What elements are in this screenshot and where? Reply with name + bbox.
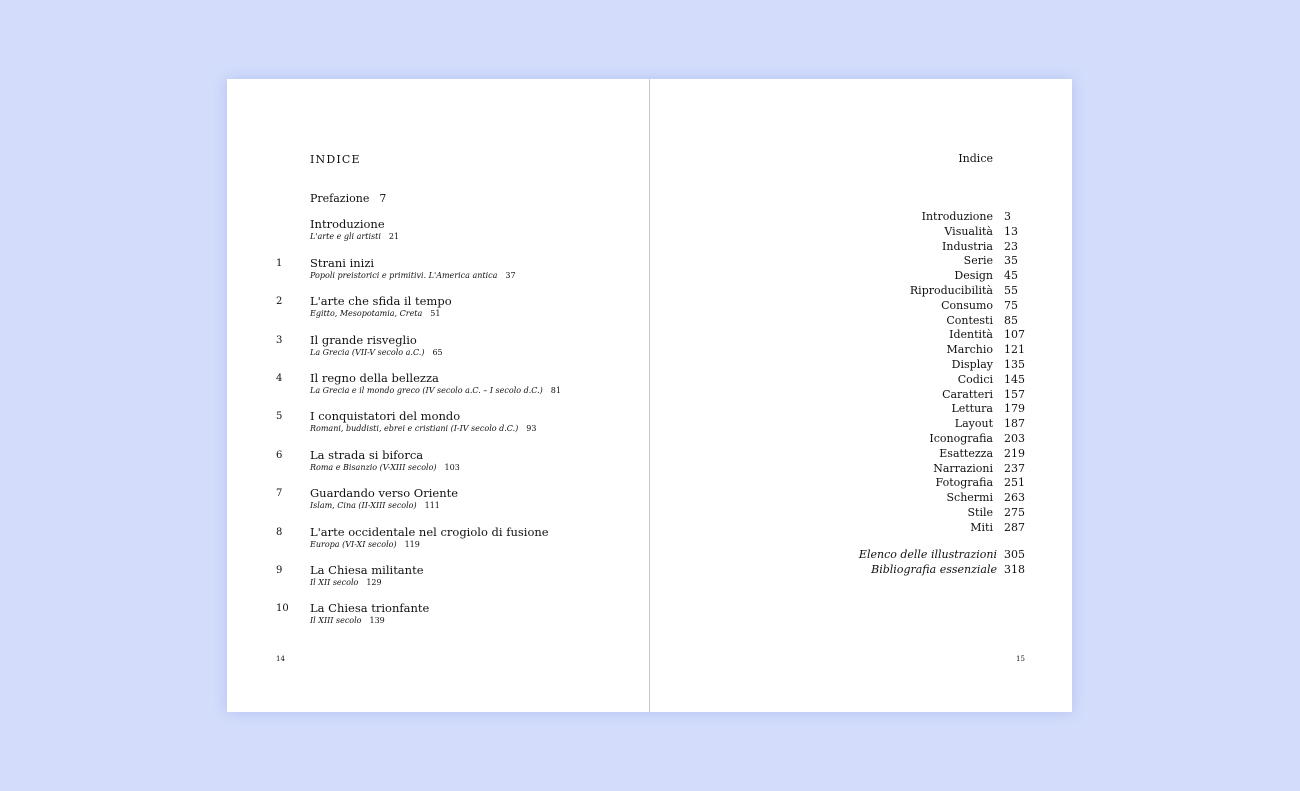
chapter-subtitle [310, 348, 443, 357]
chapter-title: Introduzione [310, 217, 385, 231]
index-page: 3 [1004, 210, 1011, 223]
left-folio: 14 [276, 655, 285, 663]
chapter-number: 3 [276, 335, 283, 346]
chapter-number: 8 [276, 527, 283, 538]
index-page: 251 [1004, 476, 1025, 490]
index-page: 179 [1004, 402, 1025, 416]
preface-label: Prefazione [310, 192, 370, 205]
index-title: Consumo [941, 298, 993, 312]
toc-heading: INDICE [310, 153, 361, 166]
index-title: Schermi [946, 491, 993, 505]
chapter-page: 65 [432, 348, 443, 357]
index-page: 187 [1004, 417, 1025, 431]
chapter-subtitle-text: Roma e Bisanzio (V-XIII secolo) [310, 463, 437, 472]
index-entry [650, 343, 1072, 358]
chapter-page: 51 [430, 309, 441, 318]
chapter-page: 139 [369, 616, 385, 625]
index-page: 318 [1004, 562, 1025, 576]
appendix-list [650, 548, 1072, 578]
index-page: 219 [1004, 446, 1025, 460]
index-entry [650, 284, 1072, 299]
index-page: 135 [1004, 357, 1025, 371]
chapter-number: 6 [276, 450, 283, 461]
index-page: 287 [1004, 520, 1025, 534]
chapter-subtitle-text: Popoli preistorici e primitivi. L'America antica [310, 271, 498, 280]
chapter-title: La strada si biforca [310, 448, 424, 462]
chapter-number: 9 [276, 565, 283, 576]
chapter-title: La Chiesa trionfante [310, 601, 430, 615]
index-title: Fotografia [935, 476, 993, 490]
index-page: 145 [1004, 372, 1025, 386]
chapter-number: 4 [276, 373, 283, 384]
chapter-subtitle-text: Islam, Cina (II-XIII secolo) [310, 501, 417, 510]
index-title: Elenco delle illustrazioni [858, 548, 997, 561]
index-title: Narrazioni [933, 461, 993, 475]
index-page: 75 [1004, 298, 1018, 312]
index-entry [650, 254, 1072, 269]
index-entry [650, 447, 1072, 462]
index-page: 35 [1004, 254, 1018, 268]
index-title: Iconografia [929, 431, 993, 445]
index-entry [650, 240, 1072, 255]
chapter-subtitle [310, 386, 561, 395]
index-title: Esattezza [939, 446, 993, 460]
index-title: Introduzione [921, 210, 993, 223]
index-entry [650, 432, 1072, 447]
index-page: 45 [1004, 269, 1018, 283]
chapter-subtitle [310, 578, 382, 587]
index-title: Marchio [946, 343, 993, 357]
index-entry [650, 269, 1072, 284]
chapter-subtitle [310, 424, 536, 433]
chapter-subtitle [310, 463, 460, 472]
index-title: Lettura [951, 402, 993, 416]
index-title: Industria [942, 239, 993, 253]
index-page: 55 [1004, 283, 1018, 297]
chapter-subtitle [310, 540, 420, 549]
preface-page: 7 [379, 192, 387, 205]
index-entry [650, 521, 1072, 536]
chapter-title: La Chiesa militante [310, 563, 424, 577]
index-entry [650, 462, 1072, 477]
preface-entry [310, 192, 386, 205]
chapter-subtitle [310, 616, 385, 625]
chapter-page: 103 [444, 463, 460, 472]
index-title: Display [951, 357, 993, 371]
chapter-page: 37 [505, 271, 516, 280]
chapter-title: L'arte occidentale nel crogiolo di fusione [310, 525, 549, 539]
index-entry [650, 225, 1072, 240]
chapter-subtitle-text: Europa (VI-XI secolo) [310, 540, 397, 549]
index-entry [650, 299, 1072, 314]
index-page: 305 [1004, 548, 1025, 561]
left-page [227, 79, 649, 712]
chapter-subtitle [310, 501, 440, 510]
chapter-subtitle-text: Romani, buddisti, ebrei e cristiani (I-IV secolo d.C.) [310, 424, 519, 433]
chapter-subtitle-text: La Grecia (VII-V secolo a.C.) [310, 348, 425, 357]
chapter-page: 129 [366, 578, 382, 587]
index-title: Bibliografia essenziale [871, 562, 997, 576]
index-entry [650, 373, 1072, 388]
index-page: 85 [1004, 313, 1018, 327]
index-entry [650, 358, 1072, 373]
index-entry [650, 314, 1072, 329]
index-entry [650, 563, 1072, 578]
index-page: 121 [1004, 343, 1025, 357]
index-entry [650, 210, 1072, 225]
chapter-subtitle-text: Egitto, Mesopotamia, Creta [310, 309, 423, 318]
index-list [650, 210, 1072, 536]
chapter-subtitle-text: Il XII secolo [310, 578, 359, 587]
chapter-title: Guardando verso Oriente [310, 486, 459, 500]
chapter-title: I conquistatori del mondo [310, 409, 461, 423]
index-entry [650, 476, 1072, 491]
chapter-page: 93 [526, 424, 537, 433]
index-title: Caratteri [942, 387, 993, 401]
index-title: Visualità [944, 224, 993, 238]
chapter-page: 81 [550, 386, 561, 395]
chapter-title: L'arte che sfida il tempo [310, 294, 452, 308]
index-page: 237 [1004, 461, 1025, 475]
index-entry [650, 388, 1072, 403]
book-spread [227, 79, 1072, 712]
chapter-number: 2 [276, 296, 283, 307]
chapter-subtitle [310, 271, 516, 280]
index-title: Miti [970, 520, 993, 534]
index-page: 203 [1004, 431, 1025, 445]
chapter-page: 111 [424, 501, 440, 510]
chapter-title: Il regno della bellezza [310, 371, 439, 385]
index-entry [650, 417, 1072, 432]
chapter-number: 5 [276, 411, 283, 422]
index-title: Identità [949, 328, 993, 342]
chapter-page: 119 [404, 540, 420, 549]
chapter-subtitle-text: Il XIII secolo [310, 616, 362, 625]
chapter-page: 21 [388, 232, 400, 241]
chapter-title: Il grande risveglio [310, 333, 417, 347]
chapter-subtitle-text: L'arte e gli artisti [310, 232, 381, 241]
chapter-number: 10 [276, 603, 289, 614]
chapter-number: 7 [276, 488, 283, 499]
index-entry [650, 491, 1072, 506]
chapter-number: 1 [276, 258, 283, 269]
index-page: 263 [1004, 491, 1025, 505]
index-page: 13 [1004, 224, 1018, 238]
right-folio: 15 [1016, 655, 1025, 663]
index-page: 107 [1004, 328, 1025, 342]
chapter-subtitle [310, 232, 399, 241]
index-entry [650, 328, 1072, 343]
index-title: Contesti [946, 313, 993, 327]
index-page: 275 [1004, 505, 1025, 519]
index-entry [650, 548, 1072, 563]
index-entry [650, 402, 1072, 417]
index-title: Design [954, 269, 993, 283]
chapter-title: Strani inizi [310, 256, 375, 270]
right-page [650, 79, 1072, 712]
index-title: Codici [957, 372, 993, 386]
index-page: 157 [1004, 387, 1025, 401]
index-entry [650, 506, 1072, 521]
index-heading: Indice [958, 152, 993, 165]
chapter-subtitle [310, 309, 440, 318]
index-title: Stile [967, 505, 993, 519]
chapter-subtitle-text: La Grecia e il mondo greco (IV secolo a.C. – I secolo d.C.) [310, 386, 543, 395]
index-title: Riproducibilità [909, 283, 993, 297]
index-page: 23 [1004, 239, 1018, 253]
index-title: Serie [963, 254, 993, 268]
index-title: Layout [954, 417, 993, 431]
